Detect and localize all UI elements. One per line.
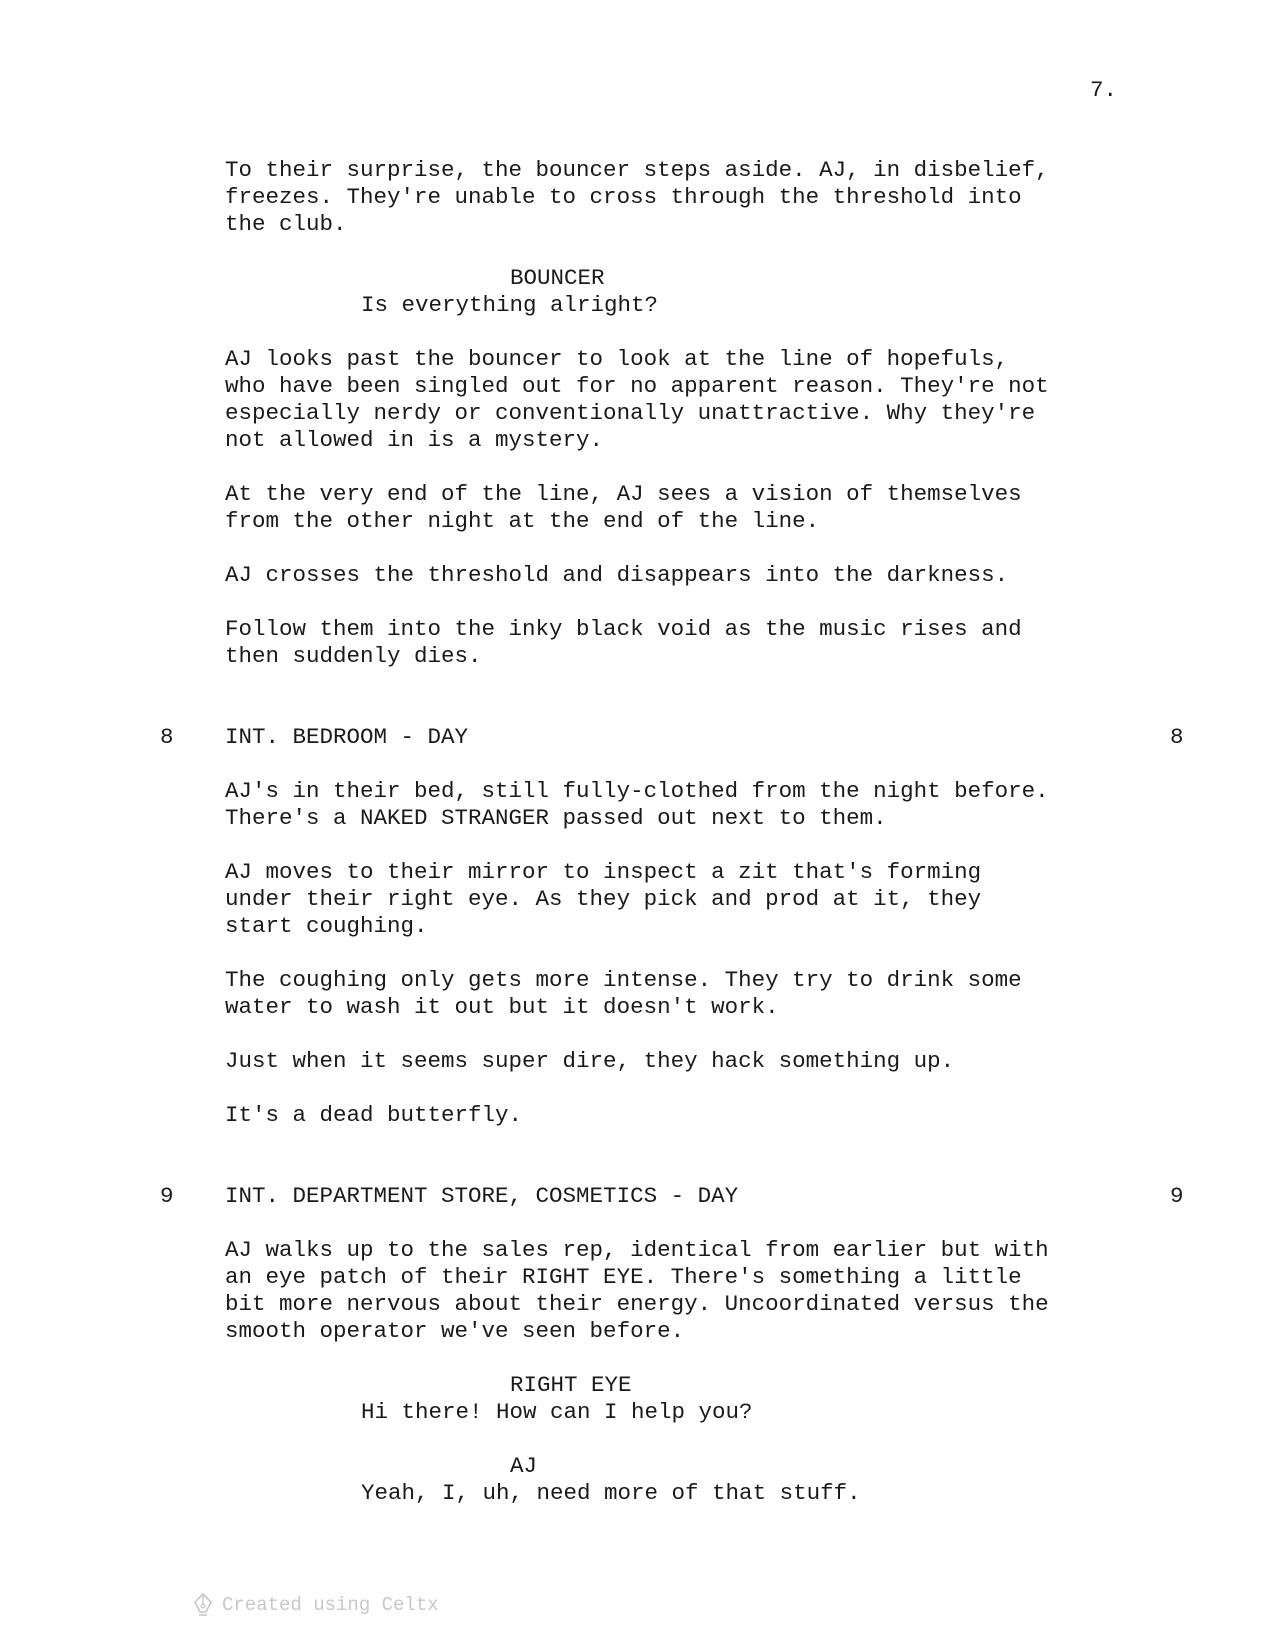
celtx-footer bbox=[192, 1590, 439, 1620]
scene-heading-text: INT. DEPARTMENT STORE, COSMETICS - DAY bbox=[225, 1183, 739, 1209]
action-paragraph: AJ's in their bed, still fully-clothed from the night before. There's a NAKED STRANGER passed out next to them. bbox=[225, 778, 1049, 831]
footer-text: Created using Celtx bbox=[222, 1594, 439, 1616]
scene-heading-text: INT. BEDROOM - DAY bbox=[225, 724, 469, 750]
action-paragraph: AJ looks past the bouncer to look at the line of hopefuls, who have been singled out for no apparent reason. They're not especially nerdy or conventionally unattractive. Why they're not allowed in is a mystery. bbox=[225, 346, 1049, 453]
character-name: AJ bbox=[510, 1453, 538, 1479]
action-paragraph: AJ crosses the threshold and disappears into the darkness. bbox=[225, 562, 1009, 588]
scene-number-left: 8 bbox=[160, 724, 174, 750]
character-name: BOUNCER bbox=[510, 265, 605, 291]
scene-number-left: 9 bbox=[160, 1183, 174, 1209]
pen-nib-icon bbox=[192, 1592, 214, 1618]
dialogue-line: Is everything alright? bbox=[361, 292, 659, 318]
dialogue-line: Hi there! How can I help you? bbox=[361, 1399, 753, 1425]
scene-heading bbox=[0, 1183, 1275, 1210]
dialogue-block bbox=[0, 265, 1275, 319]
action-paragraph: AJ walks up to the sales rep, identical from earlier but with an eye patch of their RIGHT EYE. There's something a little bit more nervous about their energy. Uncoordinated versus the smooth operator we've seen before. bbox=[225, 1237, 1049, 1344]
scene-number-right: 8 bbox=[1170, 724, 1184, 750]
action-paragraph: The coughing only gets more intense. They try to drink some water to wash it out but it doesn't work. bbox=[225, 967, 1022, 1020]
action-paragraph: Just when it seems super dire, they hack something up. bbox=[225, 1048, 955, 1074]
action-paragraph: Follow them into the inky black void as the music rises and then suddenly dies. bbox=[225, 616, 1022, 669]
dialogue-block bbox=[0, 1453, 1275, 1507]
action-paragraph: It's a dead butterfly. bbox=[225, 1102, 523, 1128]
action-paragraph: AJ moves to their mirror to inspect a zit that's forming under their right eye. As they pick and prod at it, they start coughing. bbox=[225, 859, 982, 939]
dialogue-line: Yeah, I, uh, need more of that stuff. bbox=[361, 1480, 861, 1506]
screenplay-body bbox=[0, 157, 1275, 1534]
page-number: 7. bbox=[1090, 77, 1118, 103]
action-paragraph: At the very end of the line, AJ sees a vision of themselves from the other night at the end of the line. bbox=[225, 481, 1022, 534]
scene-heading bbox=[0, 724, 1275, 751]
action-paragraph: To their surprise, the bouncer steps aside. AJ, in disbelief, freezes. They're unable to cross through the threshold into the club. bbox=[225, 157, 1049, 237]
character-name: RIGHT EYE bbox=[510, 1372, 632, 1398]
scene-number-right: 9 bbox=[1170, 1183, 1184, 1209]
dialogue-block bbox=[0, 1372, 1275, 1426]
